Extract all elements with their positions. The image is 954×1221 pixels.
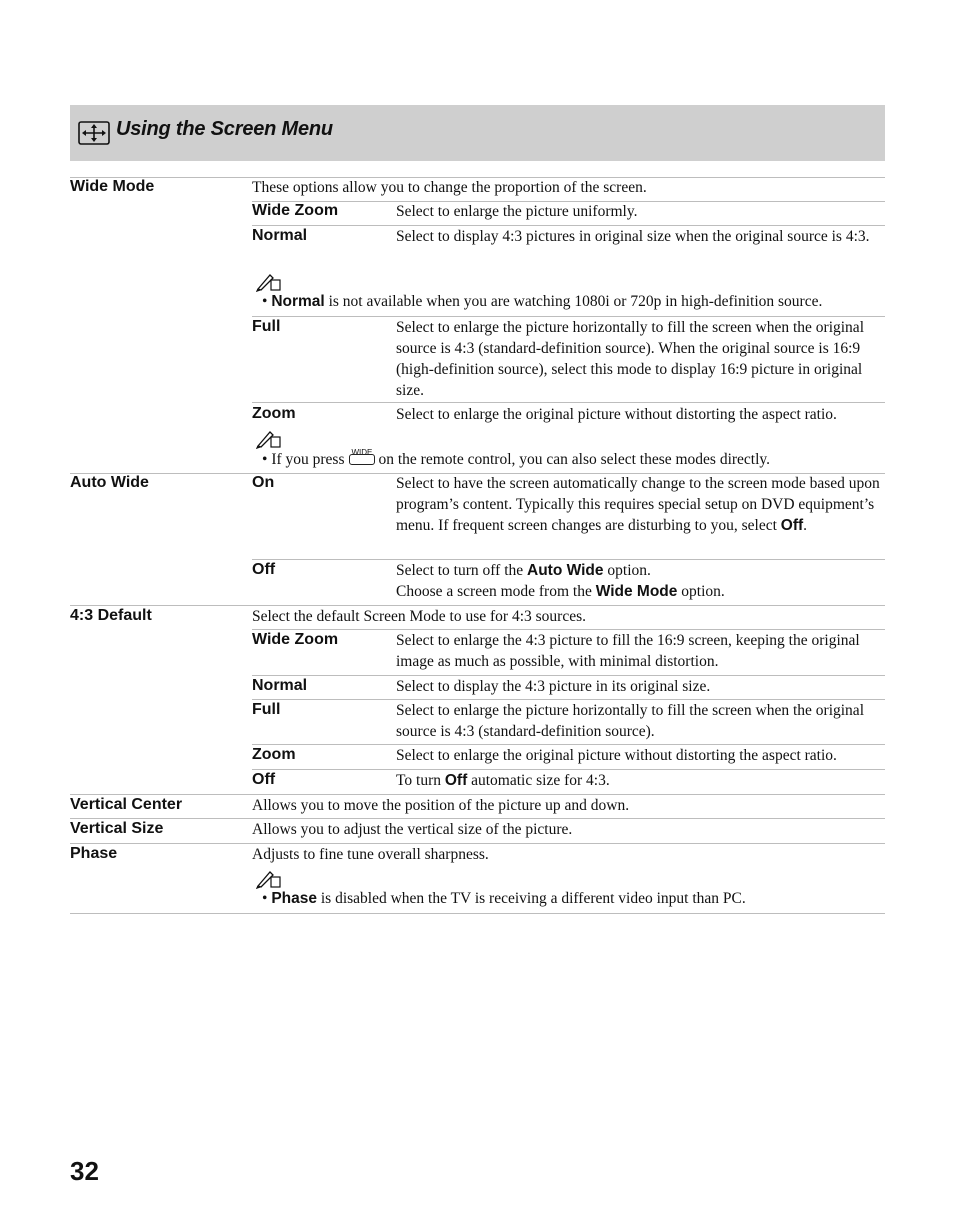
note-text: is disabled when the TV is receiving a different video input than PC. xyxy=(316,890,746,907)
option-desc-zoom: Select to enlarge the original picture without distorting the aspect ratio. xyxy=(396,406,837,423)
divider xyxy=(70,913,885,914)
page-number: 32 xyxy=(70,1156,99,1186)
phase-desc: Adjusts to fine tune overall sharpness. xyxy=(252,846,489,863)
option-label-normal: Normal xyxy=(252,677,308,694)
screen-adjust-icon xyxy=(78,121,110,145)
setting-label-43-default: 4:3 Default xyxy=(70,607,152,624)
option-label-normal: Normal xyxy=(252,227,308,244)
option-label-zoom: Zoom xyxy=(252,746,296,763)
vertical-size-desc: Allows you to adjust the vertical size of the picture. xyxy=(252,821,573,838)
option-desc-off: Select to turn off the Auto Wide option. Choose a screen mode from the Wide Mode option. xyxy=(396,562,725,600)
pencil-note-icon xyxy=(256,429,282,449)
note-text: is not available when you are watching 1080i or 720p in high-definition source. xyxy=(324,293,823,310)
option-label-on: On xyxy=(252,474,275,491)
option-desc-wide-zoom: Select to enlarge the picture uniformly. xyxy=(396,203,638,220)
note-text: on the remote control, you can also select these modes directly. xyxy=(378,451,771,468)
option-label-zoom: Zoom xyxy=(252,405,296,422)
option-label-off: Off xyxy=(252,771,276,788)
setting-label-auto-wide: Auto Wide xyxy=(70,474,149,491)
divider xyxy=(252,402,885,403)
option-desc-full: Select to enlarge the picture horizontally to fill the screen when the original source is 4:3 (standard-definition source). xyxy=(396,702,864,740)
option-label-wide-zoom: Wide Zoom xyxy=(252,202,339,219)
note-text: If you press xyxy=(271,451,345,468)
vertical-center-desc: Allows you to move the position of the picture up and down. xyxy=(252,797,630,814)
default-43-intro: Select the default Screen Mode to use for 4:3 sources. xyxy=(252,608,587,625)
note-normal: • Normal is not available when you are watching 1080i or 720p in high-definition source. xyxy=(262,293,823,310)
option-label-full: Full xyxy=(252,701,281,718)
pencil-note-icon xyxy=(256,869,282,889)
note-phase: • Phase is disabled when the TV is receiving a different video input than PC. xyxy=(262,890,746,907)
setting-label-wide-mode: Wide Mode xyxy=(70,178,155,195)
option-desc-wide-zoom: Select to enlarge the 4:3 picture to fill the 16:9 screen, keeping the original image as much as possible, with minimal distortion. xyxy=(396,632,860,670)
pencil-note-icon xyxy=(256,272,282,292)
wide-button-label: WIDE xyxy=(351,448,373,457)
setting-label-vertical-center: Vertical Center xyxy=(70,796,183,813)
option-desc-full: Select to enlarge the picture horizontally to fill the screen when the original source is 4:3 (standard-definition source). When the original source is 16:9 (high-definition source), select this mode to display 16:9 picture in original size. xyxy=(396,319,864,399)
option-desc-on: Select to have the screen automatically change to the screen mode based upon program’s content. Typically this requires special setup on DVD equipment’s menu. If frequent screen changes are disturbing to you, select Off. xyxy=(396,475,880,534)
section-header xyxy=(70,105,885,161)
option-desc-normal: Select to display 4:3 pictures in original size when the original source is 4:3. xyxy=(396,228,870,245)
option-label-full: Full xyxy=(252,318,281,335)
note-bold-term: Phase xyxy=(271,890,317,907)
option-label-off: Off xyxy=(252,561,276,578)
note-wide-button: • If you press WIDE on the remote control, you can also select these modes directly. xyxy=(262,449,770,470)
setting-label-phase: Phase xyxy=(70,845,118,862)
note-bold-term: Normal xyxy=(271,293,325,310)
option-desc-normal: Select to display the 4:3 picture in its original size. xyxy=(396,678,711,695)
option-label-wide-zoom: Wide Zoom xyxy=(252,631,339,648)
option-desc-zoom: Select to enlarge the original picture without distorting the aspect ratio. xyxy=(396,747,837,764)
page-title: Using the Screen Menu xyxy=(116,118,333,140)
wide-button-icon xyxy=(349,448,375,466)
wide-mode-intro: These options allow you to change the proportion of the screen. xyxy=(252,179,647,196)
setting-label-vertical-size: Vertical Size xyxy=(70,820,164,837)
option-desc-off: To turn Off automatic size for 4:3. xyxy=(396,772,610,789)
